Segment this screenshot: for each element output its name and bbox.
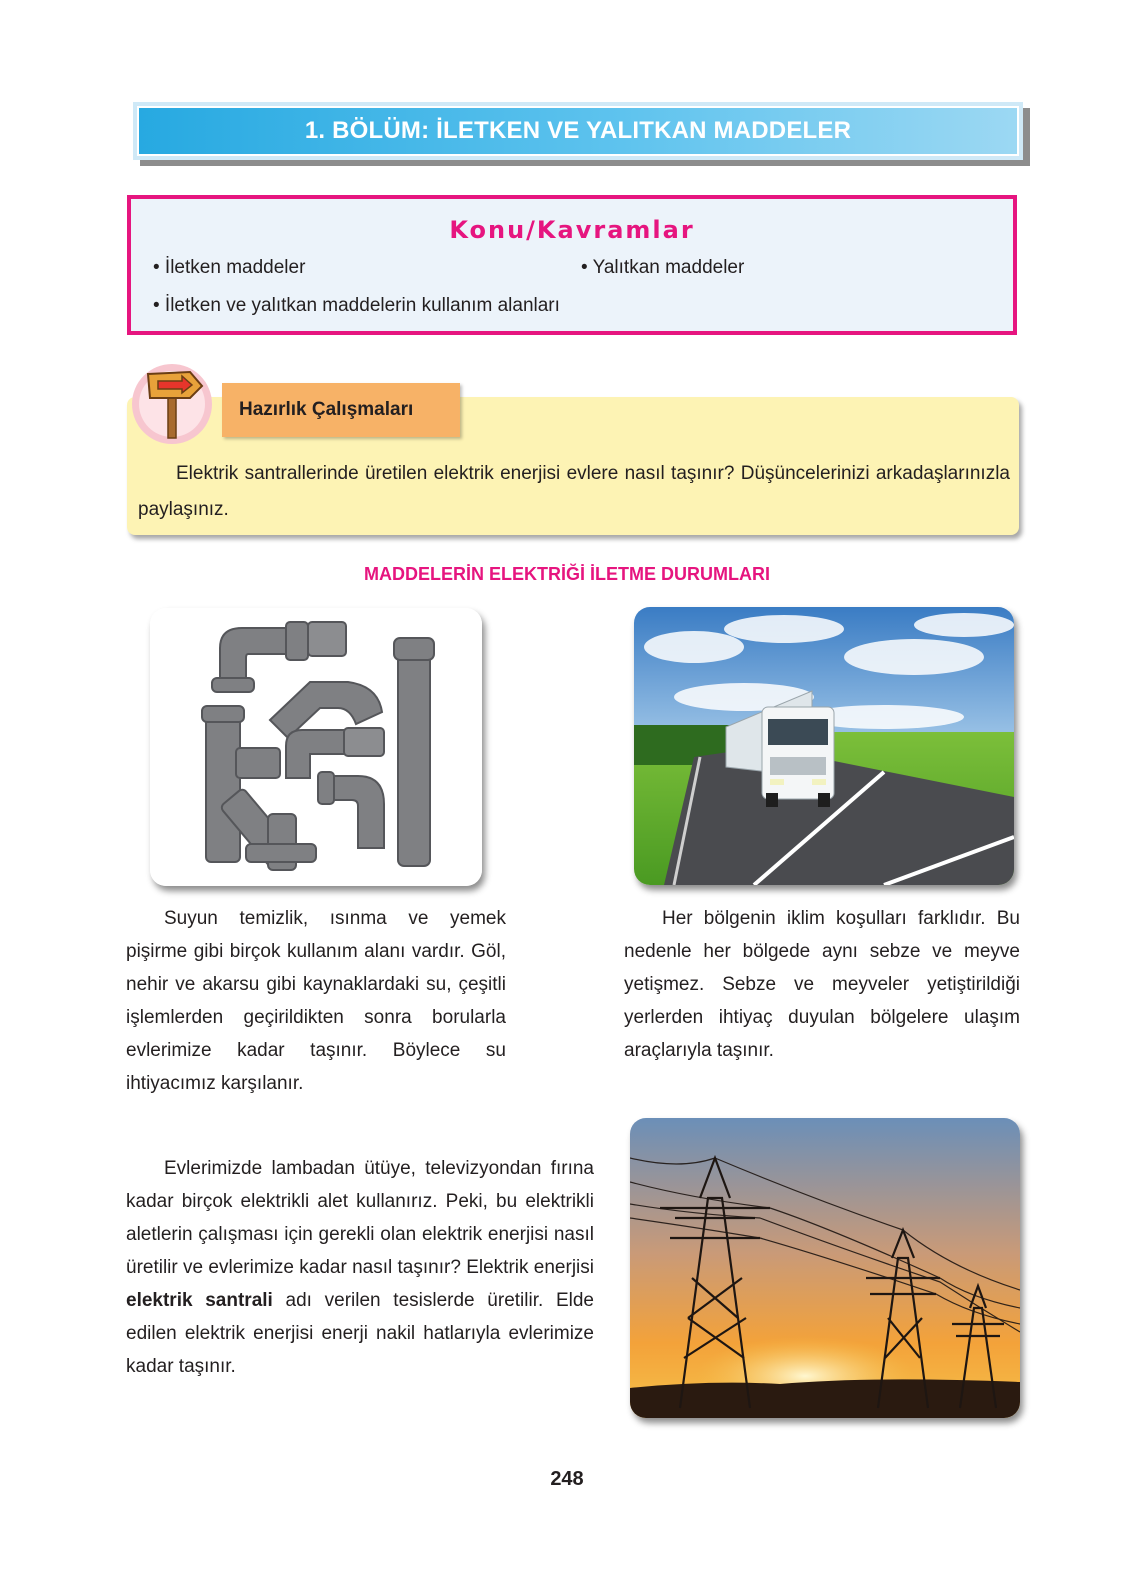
power-lines-photo xyxy=(630,1118,1020,1418)
pipes-photo xyxy=(150,608,482,886)
energy-text-2: adı verilen tesislerde üretilir. Elde edilen elektrik enerjisi enerji nakil hatlarıyla evlerimize kadar taşınır. xyxy=(126,1290,594,1377)
preparation-label xyxy=(222,383,460,437)
preparation-label-text: Hazırlık Çalışmaları xyxy=(239,399,414,420)
water-paragraph xyxy=(126,902,506,1100)
water-text: Suyun temizlik, ısınma ve yemek pişirme gibi birçok kullanım alanı vardır. Göl, nehir ve akarsu gibi kaynaklardaki su, çeşitli işlemlerden geçirildikten sonra borularla evlerimize kadar taşınır. Böylece su ihtiyacımız karşılanır. xyxy=(126,908,506,1094)
signpost-icon xyxy=(130,362,214,446)
food-text: Her bölgenin iklim koşulları farklıdır. Bu nedenle her bölgede aynı sebze ve meyve yetişmez. Sebze ve meyveler yetiştirildiği yerlerden ihtiyaç duyulan bölgelere ulaşım araçlarıyla taşınır. xyxy=(624,908,1020,1061)
chapter-title: 1. BÖLÜM: İLETKEN VE YALITKAN MADDELER xyxy=(304,117,852,144)
chapter-banner xyxy=(133,102,1023,160)
topics-title: Konu/Kavramlar xyxy=(449,216,695,244)
preparation-text xyxy=(138,456,1010,528)
truck-photo xyxy=(634,607,1014,885)
food-paragraph xyxy=(624,902,1020,1067)
energy-keyword: elektrik santrali xyxy=(126,1290,273,1311)
section-title: MADDELERİN ELEKTRİĞİ İLETME DURUMLARI xyxy=(364,564,770,584)
topic-item: • İletken ve yalıtkan maddelerin kullanım alanları xyxy=(153,295,560,316)
preparation-question: Elektrik santrallerinde üretilen elektrik enerjisi evlere nasıl taşınır? Düşüncelerinizi arkadaşlarınızla paylaşınız. xyxy=(138,463,1010,520)
topics-box xyxy=(127,195,1017,335)
topic-item: • Yalıtkan maddeler xyxy=(581,257,745,278)
topic-item: • İletken maddeler xyxy=(153,257,306,278)
energy-text-1: Evlerimizde lambadan ütüye, televizyondan fırına kadar birçok elektrikli alet kullanırız. Peki, bu elektrikli aletlerin çalışması için gerekli olan elektrik enerjisi nasıl üretilir ve evlerimize kadar nasıl taşınır? Elektrik enerjisi xyxy=(126,1158,594,1278)
energy-paragraph xyxy=(126,1152,594,1383)
page-number: 248 xyxy=(550,1468,584,1490)
